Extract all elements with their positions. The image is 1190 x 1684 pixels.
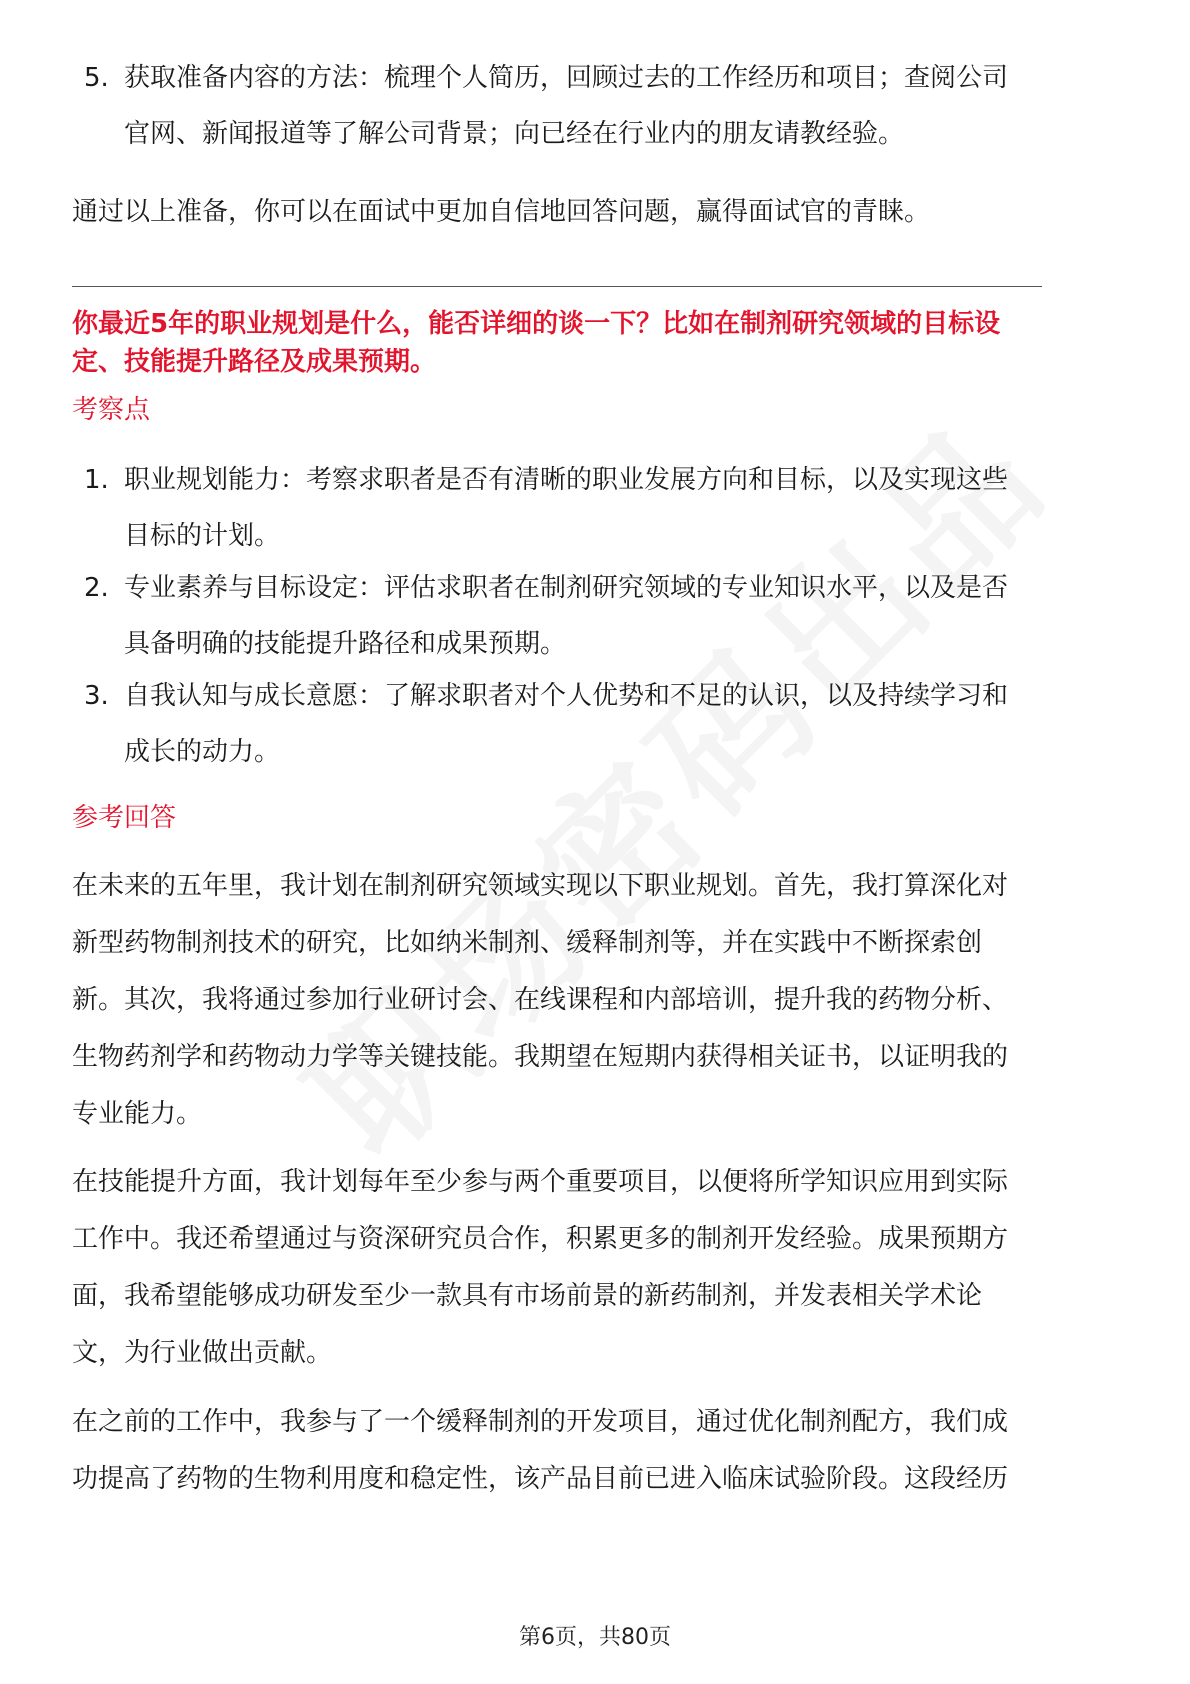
list-item — [72, 452, 1072, 564]
list-text-line: 目标的计划。 — [124, 521, 281, 551]
points-list — [72, 452, 1072, 780]
list-number: 5. — [84, 63, 109, 93]
answer-line: 生物药剂学和药物动力学等关键技能。我期望在短期内获得相关证书，以证明我的 — [72, 1042, 1009, 1072]
question-line: 你最近5年的职业规划是什么，能否详细的谈一下？比如在制剂研究领域的目标设 — [72, 309, 1001, 339]
answer-line: 在之前的工作中，我参与了一个缓释制剂的开发项目，通过优化制剂配方，我们成 — [72, 1407, 1009, 1437]
list-text-line: 职业规划能力：考察求职者是否有清晰的职业发展方向和目标，以及实现这些 — [124, 465, 1009, 495]
answer-line: 在未来的五年里，我计划在制剂研究领域实现以下职业规划。首先，我打算深化对 — [72, 871, 1009, 901]
list-text-line: 自我认知与成长意愿：了解求职者对个人优势和不足的认识，以及持续学习和 — [124, 681, 1009, 711]
section-divider — [72, 286, 1042, 287]
list-text-line: 成长的动力。 — [124, 737, 281, 767]
answer-paragraph — [72, 1394, 1072, 1508]
answer-paragraph — [72, 858, 1072, 1143]
answer-line: 新。其次，我将通过参加行业研讨会、在线课程和内部培训，提升我的药物分析、 — [72, 985, 1009, 1015]
answer-line: 专业能力。 — [72, 1099, 203, 1129]
list-text-line: 获取准备内容的方法：梳理个人简历，回顾过去的工作经历和项目；查阅公司 — [124, 63, 1009, 93]
summary-paragraph: 通过以上准备，你可以在面试中更加自信地回答问题，赢得面试官的青睐。 — [72, 197, 931, 227]
answer-line: 面，我希望能够成功研发至少一款具有市场前景的新药制剂，并发表相关学术论 — [72, 1281, 983, 1311]
question-line: 定、技能提升路径及成果预期。 — [72, 347, 437, 377]
list-text-line: 专业素养与目标设定：评估求职者在制剂研究领域的专业知识水平，以及是否 — [124, 573, 1009, 603]
answer-heading: 参考回答 — [72, 803, 177, 833]
list-text-line: 官网、新闻报道等了解公司背景；向已经在行业内的朋友请教经验。 — [124, 119, 905, 149]
answer-line: 新型药物制剂技术的研究，比如纳米制剂、缓释制剂等，并在实践中不断探索创 — [72, 928, 983, 958]
list-text-line: 具备明确的技能提升路径和成果预期。 — [124, 629, 567, 659]
list-item — [72, 560, 1072, 672]
list-number: 2. — [84, 573, 109, 603]
list-item — [72, 668, 1072, 780]
interview-question — [72, 305, 1072, 381]
answer-line: 工作中。我还希望通过与资深研究员合作，积累更多的制剂开发经验。成果预期方 — [72, 1224, 1009, 1254]
answer-line: 功提高了药物的生物利用度和稳定性，该产品目前已进入临床试验阶段。这段经历 — [72, 1464, 1009, 1494]
list-number: 1. — [84, 465, 109, 495]
answer-line: 在技能提升方面，我计划每年至少参与两个重要项目，以便将所学知识应用到实际 — [72, 1167, 1009, 1197]
answer-paragraph — [72, 1154, 1072, 1382]
points-heading: 考察点 — [72, 395, 151, 425]
answer-line: 文，为行业做出贡献。 — [72, 1338, 333, 1368]
list-number: 3. — [84, 681, 109, 711]
list-item — [72, 50, 1124, 162]
page-footer: 第6页，共80页 — [519, 1625, 671, 1650]
